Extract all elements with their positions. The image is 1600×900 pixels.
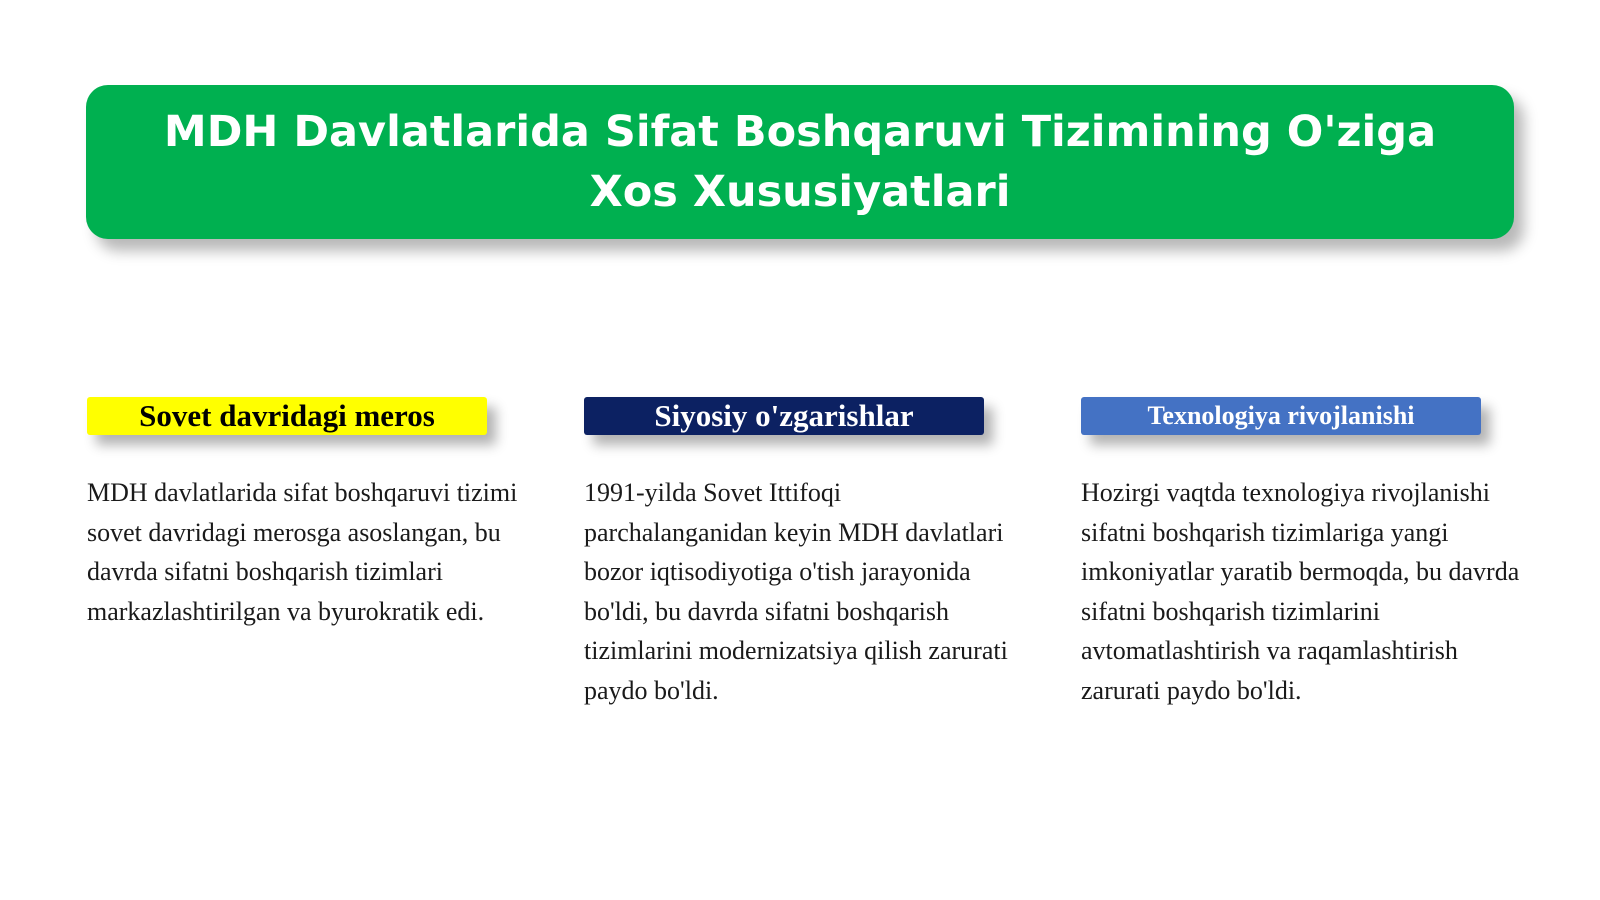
body-technology-development: Hozirgi vaqtda texnologiya rivojlanishi sifatni boshqarish tizimlariga yangi imkoniyatlar yaratib bermoqda, bu davrda sifatni boshqarish tizimlarini avtomatlashtirish va raqamlashtirish zarurati paydo bo'ldi. <box>1081 478 1520 705</box>
heading-technology-development: Texnologiya rivojlanishi <box>1081 397 1481 435</box>
body-soviet-legacy: MDH davlatlarida sifat boshqaruvi tizimi sovet davridagi merosga asoslangan, bu davrda sifatni boshqarish tizimlari markazlashtirilgan va byurokratik edi. <box>87 478 518 626</box>
body-political-changes: 1991-yilda Sovet Ittifoqi parchalanganidan keyin MDH davlatlari bozor iqtisodiyotiga o'tish jarayonida bo'ldi, bu davrda sifatni boshqarish tizimlarini modernizatsiya qilish zarurati paydo bo'ldi. <box>584 478 1008 705</box>
column-political-changes <box>584 397 1024 711</box>
heading-soviet-legacy: Sovet davridagi meros <box>87 397 487 435</box>
heading-political-changes: Siyosiy o'zgarishlar <box>584 397 984 435</box>
column-technology-development <box>1081 397 1521 711</box>
slide-title: MDH Davlatlarida Sifat Boshqaruvi Tizimining O'ziga Xos Xususiyatlari <box>163 107 1437 217</box>
column-soviet-legacy <box>87 397 527 631</box>
title-banner <box>86 85 1514 239</box>
